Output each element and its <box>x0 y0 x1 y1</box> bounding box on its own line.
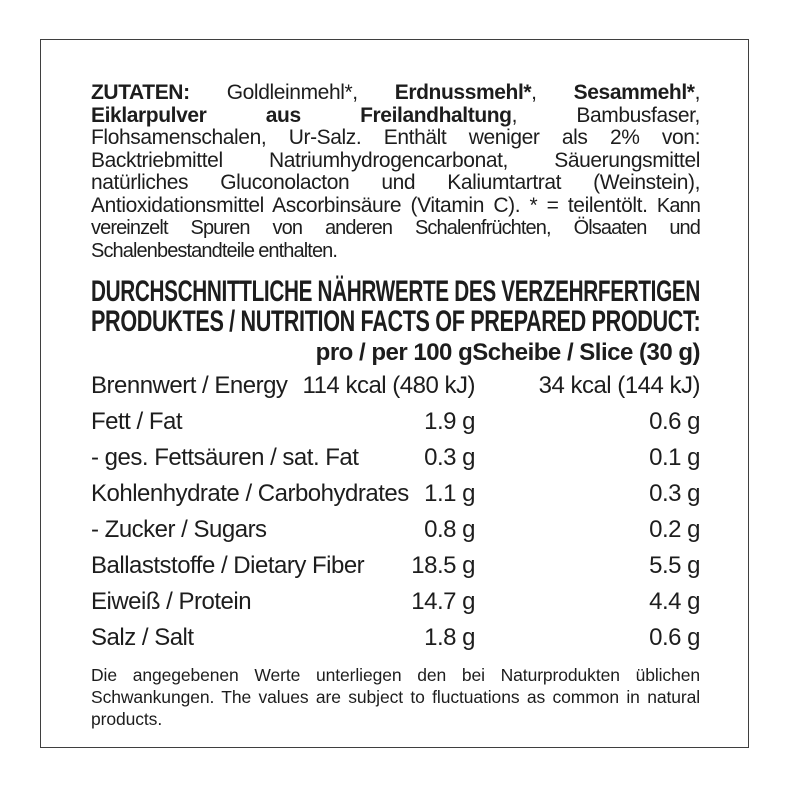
row-label: Eiweiß / Protein <box>91 588 252 615</box>
row-value-slice: 4.4 g <box>649 588 700 615</box>
ingredients-segment: , <box>531 81 574 104</box>
ingredients-segment: , Bambusfaser, Flohsamenschalen, Ur-Salz. Enthält weniger als 2% von: Backtriebmittel Natriumhydrogencarbonat, Säuerungsmittel natürliches Gluconolacton und Kaliumtartrat (Weinstein), Antioxidationsmittel Ascorbinsäure (Vitamin C). * = teilentölt. <box>91 103 700 217</box>
fluctuation-note: Die angegebenen Werte unterliegen den bei Naturprodukten üblichen Schwankungen. The values are subject to fluctuations as common in natural products. <box>91 665 700 729</box>
ingredients-segment: Goldleinmehl*, <box>189 81 395 104</box>
row-label: Salz / Salt <box>91 624 194 651</box>
ingredients-segment: ZUTATEN: <box>91 81 190 104</box>
row-value-slice: 0.6 g <box>649 408 700 435</box>
table-row <box>91 404 700 440</box>
ingredients-segment: Erdnussmehl* <box>394 81 532 104</box>
row-value-per100: 14.7 g <box>411 588 475 615</box>
ingredients-segment: Eiklarpulver aus Freilandhaltung <box>91 103 512 127</box>
nutrition-table <box>91 368 700 656</box>
row-label: - Zucker / Sugars <box>91 516 267 543</box>
ingredients-segment: Kann vereinzelt Spuren von anderen Schalenfrüchten, Ölsaaten und Schalenbestandteile enthalten. <box>91 194 700 262</box>
nutrition-title-line1: DURCHSCHNITTLICHE NÄHRWERTE DES VERZEHRFERTIGEN <box>91 275 700 308</box>
column-header-slice: Scheibe / Slice (30 g) <box>472 339 700 366</box>
table-row <box>91 584 700 620</box>
row-value-per100: 1.9 g <box>424 408 475 435</box>
row-label: - ges. Fettsäuren / sat. Fat <box>91 444 359 471</box>
row-value-slice: 5.5 g <box>649 552 700 579</box>
nutrition-title <box>91 277 700 336</box>
ingredients-segment: Sesammehl* <box>573 81 695 104</box>
row-label: Fett / Fat <box>91 408 183 435</box>
row-value-per100: 0.3 g <box>424 444 475 471</box>
row-label: Kohlenhydrate / Carbohydrates <box>91 480 409 507</box>
ingredients-segment: , <box>694 81 700 104</box>
row-value-per100: 1.1 g <box>424 480 475 507</box>
row-value-per100: 0.8 g <box>424 516 475 543</box>
table-row <box>91 620 700 656</box>
table-row <box>91 512 700 548</box>
row-value-per100: 1.8 g <box>424 624 475 651</box>
row-value-per100: 114 kcal (480 kJ) <box>302 372 475 399</box>
row-label: Brennwert / Energy <box>91 372 288 399</box>
table-row <box>91 440 700 476</box>
row-value-per100: 18.5 g <box>411 552 475 579</box>
table-row <box>91 476 700 512</box>
table-row <box>91 368 700 404</box>
ingredients-paragraph <box>91 82 700 262</box>
row-value-slice: 0.2 g <box>649 516 700 543</box>
row-value-slice: 0.3 g <box>649 480 700 507</box>
row-value-slice: 0.1 g <box>649 444 700 471</box>
label-border-box <box>40 39 749 748</box>
row-value-slice: 34 kcal (144 kJ) <box>538 372 700 399</box>
nutrition-title-line2: PRODUKTES / NUTRITION FACTS OF PREPARED PRODUCT: <box>91 304 701 338</box>
row-label: Ballaststoffe / Dietary Fiber <box>91 552 365 579</box>
row-value-slice: 0.6 g <box>649 624 700 651</box>
column-header-per100: pro / per 100 g <box>315 339 473 366</box>
nutrition-column-headers <box>91 338 700 368</box>
table-row <box>91 548 700 584</box>
